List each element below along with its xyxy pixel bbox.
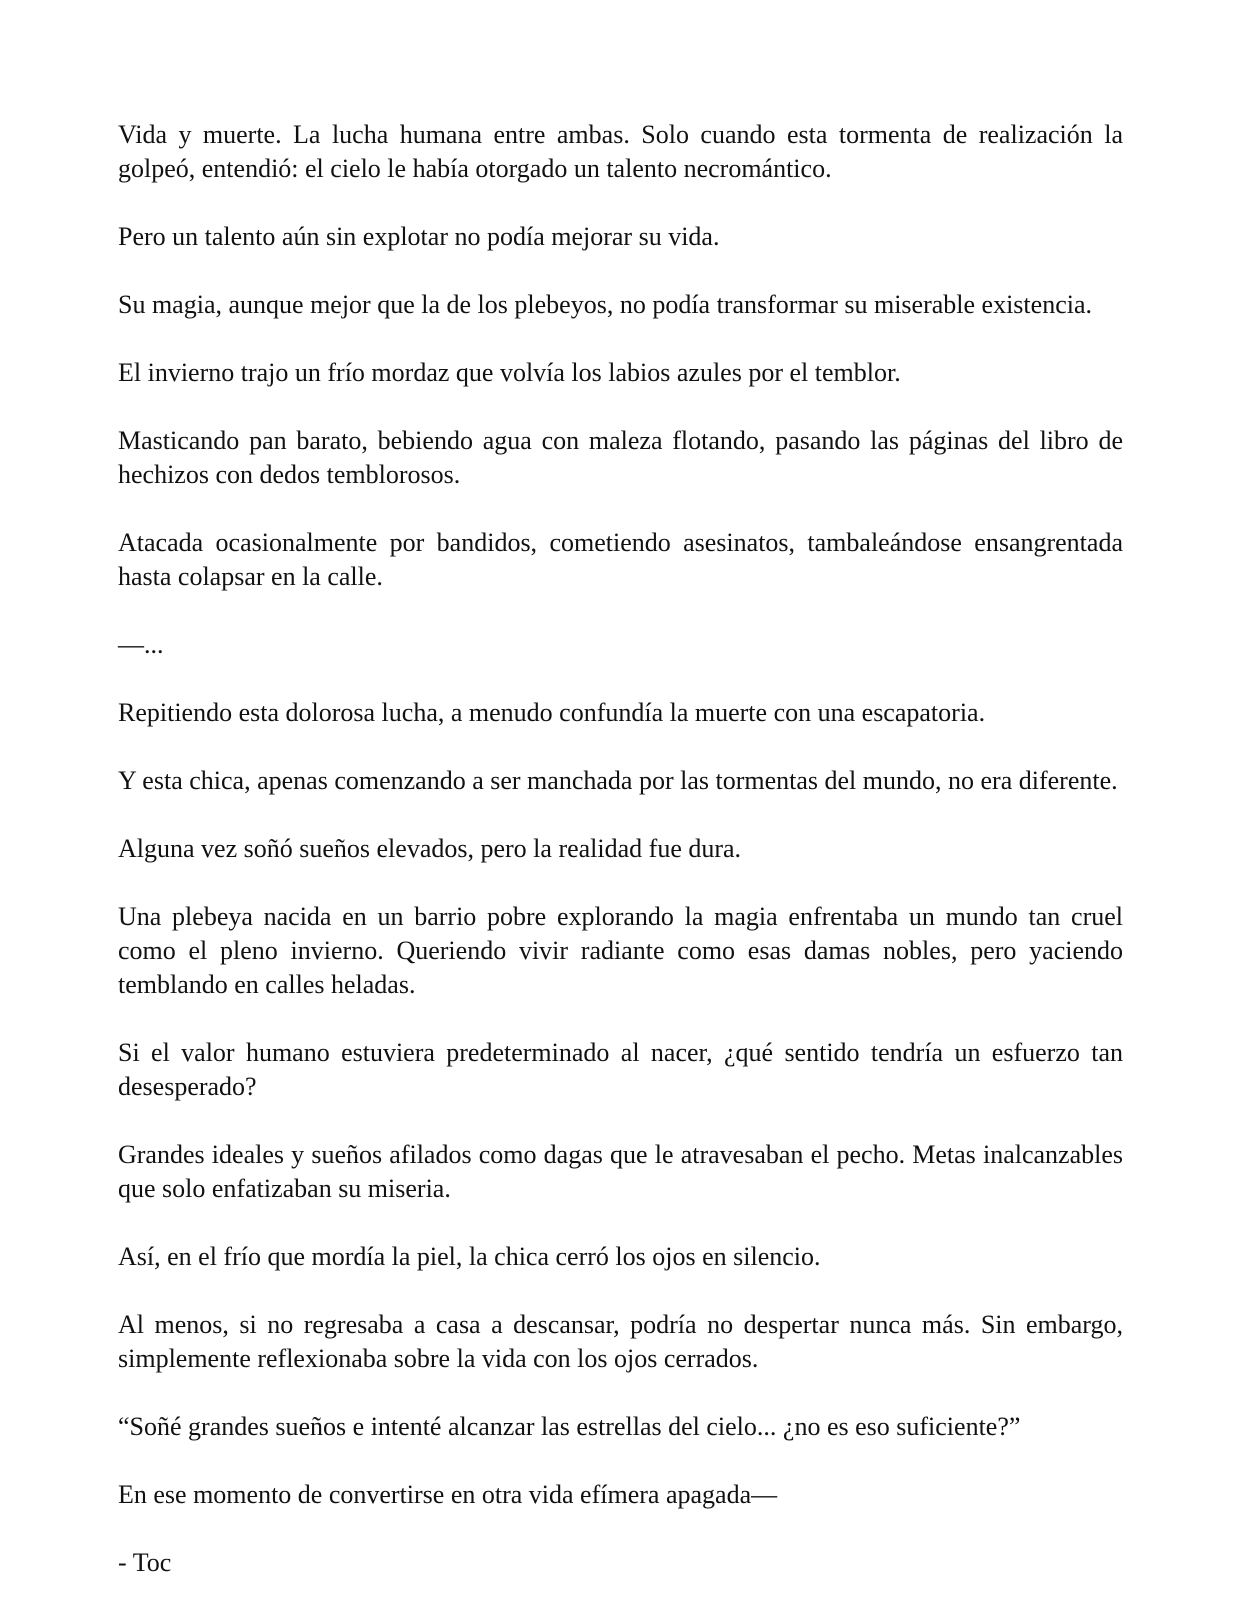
paragraph: Alguna vez soñó sueños elevados, pero la realidad fue dura. — [118, 834, 742, 863]
paragraph: Al menos, si no regresaba a casa a descansar, podría no despertar nunca más. Sin embargo, simplemente reflexionaba sobre la vida con los ojos cerrados. — [118, 1310, 1123, 1373]
paragraph: Repitiendo esta dolorosa lucha, a menudo confundía la muerte con una escapatoria. — [118, 698, 986, 727]
paragraph: Masticando pan barato, bebiendo agua con maleza flotando, pasando las páginas del libro de hechizos con dedos temblorosos. — [118, 426, 1123, 489]
paragraph: “Soñé grandes sueños e intenté alcanzar las estrellas del cielo... ¿no es eso suficiente?” — [118, 1412, 1021, 1441]
paragraph: Una plebeya nacida en un barrio pobre explorando la magia enfrentaba un mundo tan cruel como el pleno invierno. Queriendo vivir radiante como esas damas nobles, pero yaciendo temblando en calles heladas. — [118, 902, 1123, 999]
paragraph: Pero un talento aún sin explotar no podía mejorar su vida. — [118, 222, 720, 251]
paragraph: Si el valor humano estuviera predeterminado al nacer, ¿qué sentido tendría un esfuerzo tan desesperado? — [118, 1038, 1123, 1101]
paragraph: - Toc — [118, 1548, 172, 1577]
paragraph: El invierno trajo un frío mordaz que volvía los labios azules por el temblor. — [118, 358, 901, 387]
document-body — [118, 118, 1123, 1614]
paragraph: Así, en el frío que mordía la piel, la chica cerró los ojos en silencio. — [118, 1242, 821, 1271]
paragraph: —... — [118, 630, 164, 659]
paragraph: En ese momento de convertirse en otra vida efímera apagada— — [118, 1480, 778, 1509]
paragraph: Vida y muerte. La lucha humana entre ambas. Solo cuando esta tormenta de realización la golpeó, entendió: el cielo le había otorgado un talento necromántico. — [118, 120, 1123, 183]
paragraph: Su magia, aunque mejor que la de los plebeyos, no podía transformar su miserable existencia. — [118, 290, 1092, 319]
paragraph: Atacada ocasionalmente por bandidos, cometiendo asesinatos, tambaleándose ensangrentada hasta colapsar en la calle. — [118, 528, 1123, 591]
paragraph: Grandes ideales y sueños afilados como dagas que le atravesaban el pecho. Metas inalcanzables que solo enfatizaban su miseria. — [118, 1140, 1123, 1203]
paragraph: Y esta chica, apenas comenzando a ser manchada por las tormentas del mundo, no era diferente. — [118, 766, 1118, 795]
